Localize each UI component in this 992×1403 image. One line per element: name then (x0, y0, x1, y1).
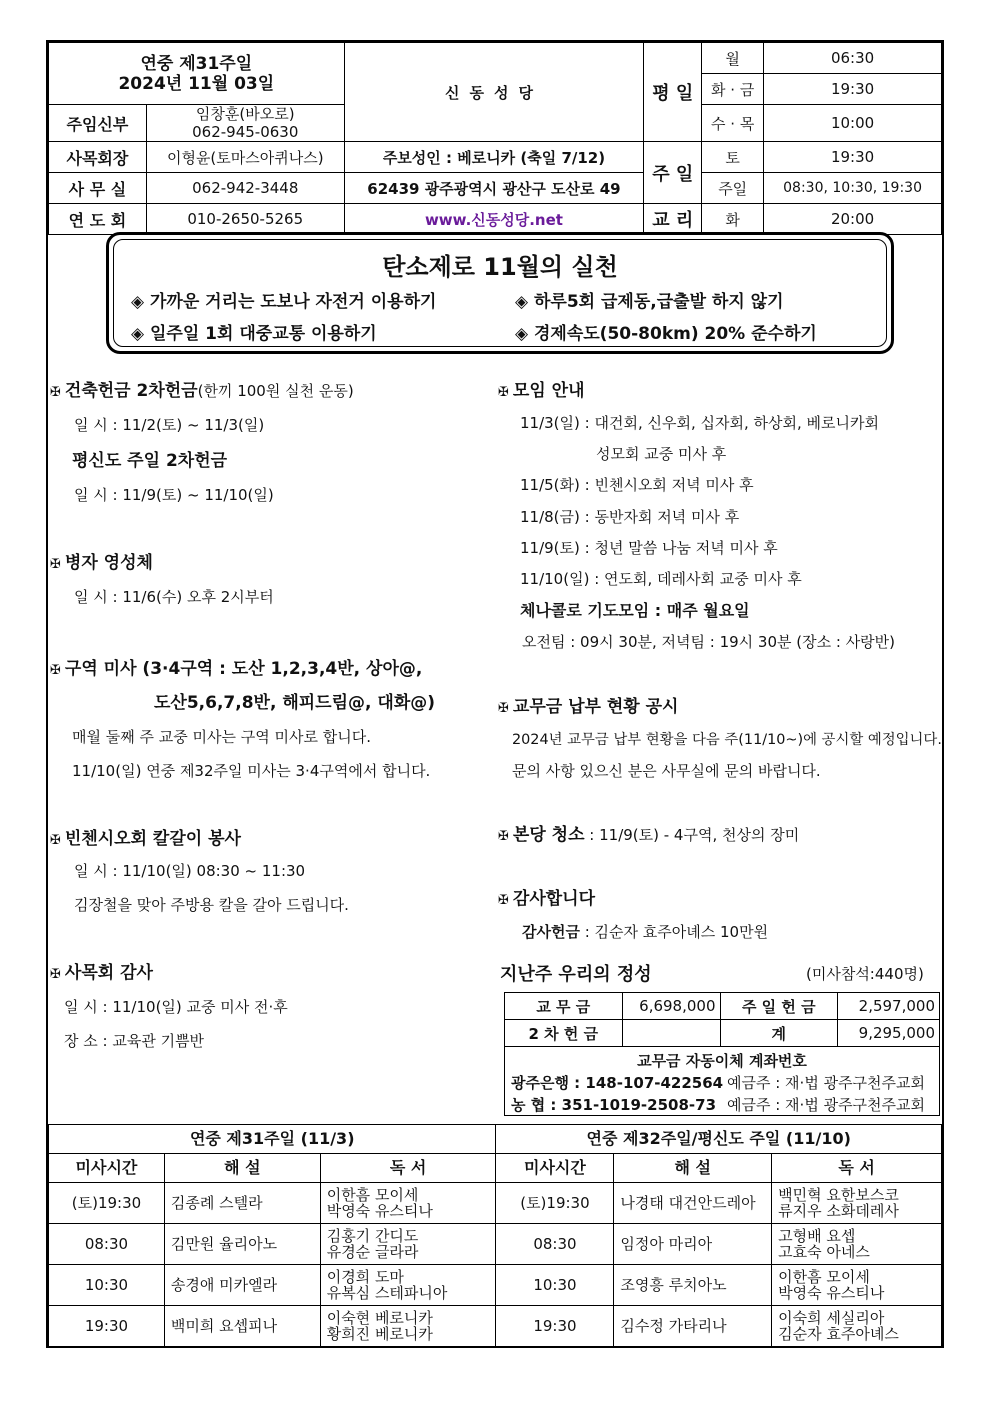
table-row: 10:30 송경애 미카엘라 이경희 도마 유복심 스테파니아 10:30 조영흥 루치아노 이한흠 모이세 박영숙 유스티나 (49, 1265, 942, 1306)
offering-value: 2,597,000 (838, 993, 940, 1020)
text-line: 오전팀 : 09시 30분, 저녁팀 : 19시 30분 (장소 : 사랑반) (522, 633, 896, 651)
thanks-line: 감사헌금 : 김순자 효주아녜스 10만원 (522, 923, 769, 941)
text-line: 장 소 : 교육관 기쁨반 (64, 1032, 205, 1050)
cross-icon: ✠ (498, 893, 509, 908)
schedule-day: 수 · 목 (702, 105, 764, 142)
text-line: 매월 둘째 주 교중 미사는 구역 미사로 합니다. (72, 728, 371, 746)
patron-saint: 주보성인 : 베로니카 (축일 7/12) (344, 142, 644, 173)
section-district-mass-cont: 도산5,6,7,8반, 해피드림@, 대화@) (154, 693, 436, 713)
col-header: 해 설 (164, 1154, 320, 1183)
contact-label: 사 무 실 (49, 173, 147, 204)
banner-item: ◈ 일주일 1회 대중교통 이용하기 (131, 324, 377, 344)
text-line: 일 시 : 11/10(일) 교중 미사 전·후 (64, 998, 288, 1016)
col-header: 미사시간 (49, 1154, 165, 1183)
schedule-time: 19:30 (764, 142, 942, 173)
banner-item: ◈ 하루5회 급제동,급출발 하지 않기 (515, 292, 784, 312)
schedule-day: 화 · 금 (702, 74, 764, 105)
cross-icon: ✠ (50, 557, 61, 572)
text-line: 11/10(일) 연중 제32주일 미사는 3·4구역에서 합니다. (72, 762, 431, 780)
section-building-fund: ✠ 건축헌금 2차헌금(한끼 100원 실천 운동) (50, 381, 354, 401)
contact-label: 연 도 회 (49, 204, 147, 235)
meeting-line: 11/5(화) : 빈첸시오회 저녁 미사 후 (520, 476, 754, 494)
cross-icon: ✠ (498, 829, 509, 844)
cross-icon: ✠ (50, 385, 61, 400)
schedule-time: 19:30 (764, 74, 942, 105)
section-communion: ✠ 병자 영성체 (50, 553, 153, 573)
text-line: 일 시 : 11/2(토) ~ 11/3(일) (74, 416, 265, 434)
address: 62439 광주광역시 광산구 도산로 49 (344, 173, 644, 204)
meeting-line: 11/9(토) : 청년 말씀 나눔 저녁 미사 후 (520, 539, 778, 557)
offering-label: 주 일 헌 금 (720, 993, 838, 1020)
subsection-title: 평신도 주일 2차헌금 (72, 451, 228, 471)
offering-value: 9,295,000 (838, 1020, 940, 1047)
carbon-zero-banner (106, 232, 894, 354)
subsection-title: 체나콜로 기도모임 : 매주 월요일 (520, 601, 750, 620)
roster-left-title: 연중 제31주일 (11/3) (49, 1125, 496, 1154)
schedule-day: 주일 (702, 173, 764, 204)
schedule-day: 화 (702, 204, 764, 235)
date-label: 2024년 11월 03일 (118, 73, 275, 94)
section-district-mass: ✠ 구역 미사 (3·4구역 : 도산 1,2,3,4반, 상아@, (50, 659, 423, 679)
table-row: 08:30 김만원 율리아노 김홍기 간디도 유경순 글라라 08:30 임정아 마리아 고형배 요셉 고효숙 아네스 (49, 1224, 942, 1265)
contact-value: 임창훈(바오로) 062-945-0630 (146, 105, 344, 142)
attendance: (미사참석:440명) (806, 965, 924, 983)
roster-right-title: 연중 제32주일/평신도 주일 (11/10) (496, 1125, 942, 1154)
meeting-line: 11/8(금) : 동반자회 저녁 미사 후 (520, 508, 740, 526)
schedule-day: 월 (702, 43, 764, 74)
contact-label: 사목회장 (49, 142, 147, 173)
offering-title: 지난주 우리의 정성 (500, 964, 652, 985)
meeting-line: 성모회 교중 미사 후 (596, 445, 727, 463)
cross-icon: ✠ (498, 385, 509, 400)
account-owner: 예금주 : 재·법 광주구천주교회 (727, 1074, 926, 1092)
account-bank: 광주은행 : 148-107-422564 (511, 1074, 724, 1092)
col-header: 미사시간 (496, 1154, 614, 1183)
week-label: 연중 제31주일 (140, 53, 253, 74)
section-thanks: ✠ 감사합니다 (498, 889, 596, 909)
text-line: 일 시 : 11/10(일) 08:30 ~ 11:30 (74, 862, 306, 880)
church-title: 신동성당 (344, 43, 644, 142)
table-row: (토)19:30 김종례 스텔라 이한흠 모이세 박영숙 유스티나 (토)19:30 나경태 대건안드레아 백민혁 요한보스코 류지우 소화데레사 (49, 1183, 942, 1224)
section-meetings: ✠ 모임 안내 (498, 381, 585, 401)
cross-icon: ✠ (50, 967, 61, 982)
table-row: 19:30 백미희 요셉피나 이숙현 베로니카 황희진 베로니카 19:30 김수정 가타리나 이숙희 세실리아 김순자 효주아녜스 (49, 1306, 942, 1347)
section-council-audit: ✠ 사목회 감사 (50, 963, 153, 983)
meeting-line: 11/10(일) : 연도회, 데레사회 교중 미사 후 (520, 570, 802, 588)
schedule-time: 06:30 (764, 43, 942, 74)
cross-icon: ✠ (498, 701, 509, 716)
account-owner: 예금주 : 재·법 광주구천주교회 (727, 1096, 926, 1114)
section-cleaning: ✠ 본당 청소 : 11/9(토) - 4구역, 천상의 장미 (498, 825, 800, 845)
schedule-time: 10:00 (764, 105, 942, 142)
text-line: 일 시 : 11/9(토) ~ 11/10(일) (74, 486, 274, 504)
contact-value: 010-2650-5265 (146, 204, 344, 235)
account-info (504, 1046, 940, 1116)
schedule-day: 토 (702, 142, 764, 173)
cross-icon: ✠ (50, 663, 61, 678)
banner-item: ◈ 경제속도(50-80km) 20% 준수하기 (515, 324, 817, 344)
sunday-label: 주 일 (644, 142, 702, 204)
banner-title: 탄소제로 11월의 실천 (382, 253, 618, 281)
banner-item: ◈ 가까운 거리는 도보나 자전거 이용하기 (131, 292, 437, 312)
section-knife-service: ✠ 빈첸시오회 칼갈이 봉사 (50, 829, 241, 849)
col-header: 해 설 (614, 1154, 772, 1183)
offering-value: 6,698,000 (622, 993, 720, 1020)
schedule-time: 20:00 (764, 204, 942, 235)
col-header: 독 서 (320, 1154, 496, 1183)
contact-label: 주임신부 (49, 105, 147, 142)
account-title: 교무금 자동이체 계좌번호 (637, 1052, 807, 1070)
weekday-label: 평 일 (644, 43, 702, 142)
account-bank: 농 협 : 351-1019-2508-73 (511, 1096, 717, 1114)
catechism-label: 교 리 (644, 204, 702, 235)
col-header: 독 서 (772, 1154, 942, 1183)
text-line: 김장철을 맞아 주방용 칼을 갈아 드립니다. (74, 896, 349, 914)
offering-label: 2 차 헌 금 (505, 1020, 623, 1047)
schedule-time: 08:30, 10:30, 19:30 (764, 173, 942, 204)
offering-label: 교 무 금 (505, 993, 623, 1020)
offering-label: 계 (720, 1020, 838, 1047)
contact-value: 062-942-3448 (146, 173, 344, 204)
website-link[interactable]: www.신동성당.net (344, 204, 644, 235)
text-line: 문의 사항 있으신 분은 사무실에 문의 바랍니다. (512, 762, 821, 780)
contact-value: 이형윤(토마스아퀴나스) (146, 142, 344, 173)
week-date (49, 43, 345, 105)
offering-value (622, 1020, 720, 1047)
header-table (48, 42, 942, 235)
section-tithe-notice: ✠ 교무금 납부 현황 공시 (498, 697, 679, 717)
text-line: 일 시 : 11/6(수) 오후 2시부터 (74, 588, 274, 606)
offering-table (504, 992, 940, 1047)
mass-roster-table (48, 1124, 942, 1347)
cross-icon: ✠ (50, 833, 61, 848)
text-line: 2024년 교무금 납부 현황을 다음 주(11/10~)에 공시할 예정입니다. (512, 732, 942, 748)
meeting-line: 11/3(일) : 대건회, 신우회, 십자회, 하상회, 베로니카회 (520, 414, 879, 432)
